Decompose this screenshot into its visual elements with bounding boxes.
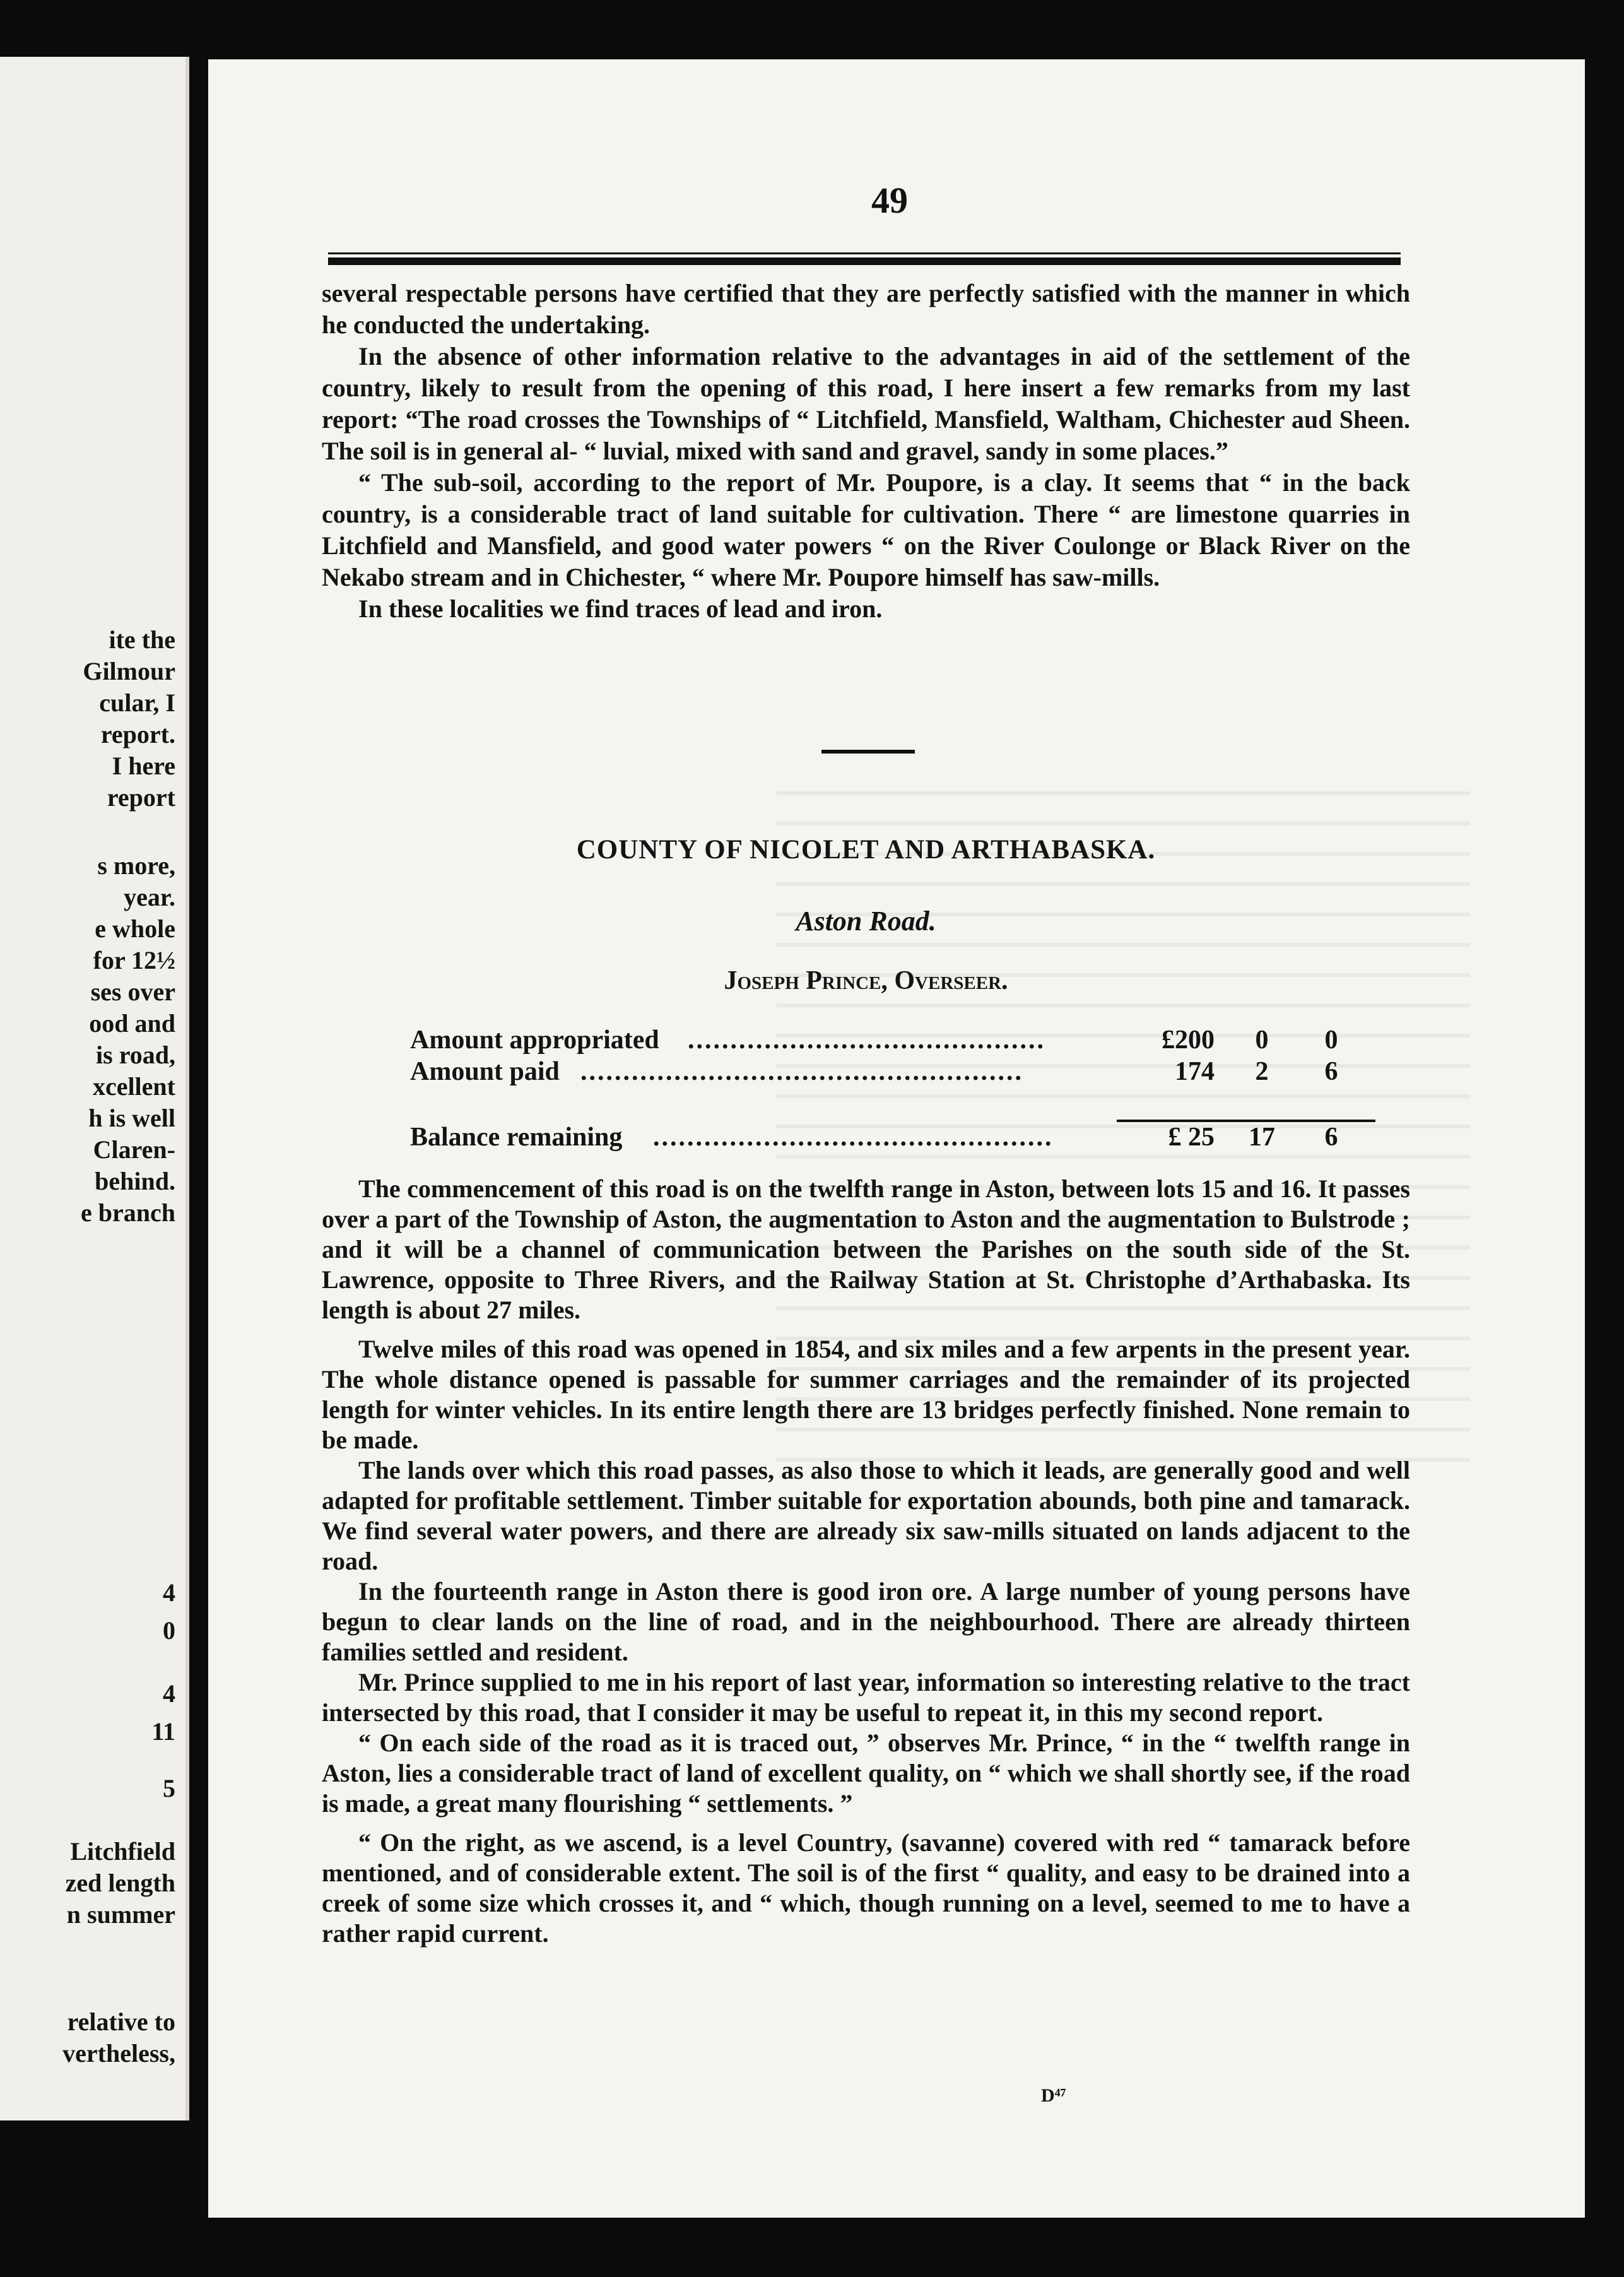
section-divider bbox=[821, 750, 915, 754]
left-text-fragment: report. bbox=[100, 720, 175, 748]
left-text-fragment: Litchfield bbox=[70, 1837, 175, 1866]
left-text-fragment: year. bbox=[124, 883, 175, 911]
left-text-fragment: is road, bbox=[96, 1041, 175, 1069]
header-rule-thin bbox=[328, 252, 1401, 254]
account-label: Balance remaining bbox=[410, 1123, 623, 1152]
left-text-fragment: 4 bbox=[163, 1679, 175, 1708]
left-text-fragment: relative to bbox=[67, 2008, 175, 2036]
account-label: Amount paid bbox=[410, 1057, 560, 1086]
left-text-fragment: h is well bbox=[88, 1104, 175, 1132]
paragraph: The lands over which this road passes, as also those to which it leads, are generally good and well adapted for profitable settlement. Timber suitable for exportation abounds, both pine and tamarack. We find several water powers, and there are already six saw-mills situated on lands adjacent to the road. bbox=[322, 1456, 1410, 1575]
left-text-fragment: behind. bbox=[95, 1167, 175, 1195]
paragraph: In the absence of other information relative to the advantages in aid of the settlement of the country, likely to result from the opening of this road, I here insert a few remarks from my last report: “The road crosses the Townships of “ Litchfield, Mansfield, Waltham, Chichester aud Sheen. The soil is in general al- “ luvial, mixed with sand and gravel, sandy in some places.” bbox=[322, 342, 1410, 465]
account-label: Amount appropriated bbox=[410, 1026, 659, 1055]
left-text-fragment: zed length bbox=[65, 1869, 175, 1897]
text-block-top bbox=[322, 278, 1410, 625]
paragraph: “ On the right, as we ascend, is a level Country, (savanne) covered with red “ tamarack before mentioned, and of considerable extent. The soil is of the first “ quality, and easy to be drained into a creek of some size which crosses it, and “ which, though running on a level, seemed to me to have a rather rapid current. bbox=[322, 1828, 1410, 1948]
left-text-fragment: ite the bbox=[109, 625, 175, 654]
paragraph: “ On each side of the road as it is traced out, ” observes Mr. Prince, “ in the “ twelfth range in Aston, lies a considerable tract of land of excellent quality, on “ which we shall shortly see, if the road is made, a great many flourishing “ settlements. ” bbox=[322, 1729, 1410, 1818]
header-rule bbox=[328, 257, 1401, 265]
amount-pence: 6 bbox=[1324, 1123, 1338, 1152]
paragraph: Mr. Prince supplied to me in his report of last year, information so interesting relative to the tract intersected by this road, that I consider it may be useful to repeat it, in this my second report. bbox=[322, 1668, 1410, 1727]
left-text-fragment: Claren- bbox=[93, 1135, 175, 1164]
left-text-fragment: 11 bbox=[151, 1717, 175, 1746]
amount-pounds: 174 bbox=[1175, 1057, 1215, 1086]
amount-pence: 0 bbox=[1324, 1026, 1338, 1055]
overseer-line: Joseph Prince, Overseer. bbox=[724, 966, 1008, 995]
left-text-fragment: vertheless, bbox=[62, 2039, 175, 2067]
left-text-fragment: xcellent bbox=[92, 1072, 175, 1101]
leader-dots: ............................................... bbox=[653, 1123, 1054, 1152]
page-number: 49 bbox=[871, 180, 908, 221]
amount-pounds: £ 25 bbox=[1168, 1123, 1215, 1152]
left-text-fragment: report bbox=[107, 783, 175, 812]
left-text-fragment: for 12½ bbox=[93, 946, 175, 974]
paragraph: “ The sub-soil, according to the report of Mr. Poupore, is a clay. It seems that “ in the back country, is a considerable tract of land suitable for cultivation. There “ are limestone quarries in Litchfield and Mansfield, and good water powers “ on the River Coulonge or Black River on the Nekabo stream and in Chichester, “ where Mr. Poupore himself has saw-mills. bbox=[322, 468, 1410, 591]
text-block-bottom bbox=[322, 1174, 1410, 1949]
left-text-fragment: ood and bbox=[89, 1009, 175, 1038]
paragraph: several respectable persons have certified that they are perfectly satisfied with the manner in which he conducted the undertaking. bbox=[322, 279, 1410, 339]
signature-mark: D⁴⁷ bbox=[1041, 2085, 1066, 2106]
road-heading: Aston Road. bbox=[796, 906, 936, 937]
paragraph: Twelve miles of this road was opened in 1854, and six miles and a few arpents in the present year. The whole distance opened is passable for summer carriages and the remainder of its projected length for winter vehicles. In its entire length there are 13 bridges perfectly finished. None remain to be made. bbox=[322, 1335, 1410, 1454]
leader-dots: .................................................... bbox=[580, 1057, 1023, 1086]
paragraph: In these localities we find traces of lead and iron. bbox=[358, 594, 883, 623]
left-text-fragment: e branch bbox=[81, 1198, 175, 1227]
left-text-fragment: e whole bbox=[95, 914, 175, 943]
county-heading: COUNTY OF NICOLET AND ARTHABASKA. bbox=[576, 835, 1156, 865]
left-text-fragment: 5 bbox=[163, 1774, 175, 1802]
previous-page-strip bbox=[0, 57, 189, 2120]
left-text-fragment: n summer bbox=[66, 1900, 175, 1929]
left-text-fragment: 4 bbox=[163, 1578, 175, 1607]
amount-shillings: 0 bbox=[1255, 1026, 1269, 1055]
amount-shillings: 2 bbox=[1255, 1057, 1269, 1086]
document-page bbox=[208, 59, 1585, 2218]
paragraph: In the fourteenth range in Aston there is good iron ore. A large number of young persons have begun to clear lands on the line of road, and in the neighbourhood. There are already thirteen families settled and resident. bbox=[322, 1577, 1410, 1666]
paragraph: The commencement of this road is on the twelfth range in Aston, between lots 15 and 16. It passes over a part of the Township of Aston, the augmentation to Aston and the augmentation to Bulstrode ; and it will be a channel of communication between the Parishes on the south side of the St. Lawrence, opposite to Three Rivers, and the Railway Station at St. Christophe d’Arthabaska. Its length is about 27 miles. bbox=[322, 1174, 1410, 1324]
left-text-fragment: Gilmour bbox=[83, 657, 175, 685]
leader-dots: .......................................... bbox=[688, 1026, 1045, 1055]
amount-pence: 6 bbox=[1324, 1057, 1338, 1086]
page-edge bbox=[185, 57, 189, 2120]
left-text-fragment: cular, I bbox=[99, 689, 175, 717]
left-text-fragment: I here bbox=[112, 752, 175, 780]
left-text-fragment: 0 bbox=[163, 1616, 175, 1645]
left-text-fragment: s more, bbox=[97, 851, 175, 880]
amount-shillings: 17 bbox=[1249, 1123, 1275, 1152]
left-text-fragment: ses over bbox=[90, 978, 175, 1006]
amount-pounds: £200 bbox=[1162, 1026, 1215, 1055]
